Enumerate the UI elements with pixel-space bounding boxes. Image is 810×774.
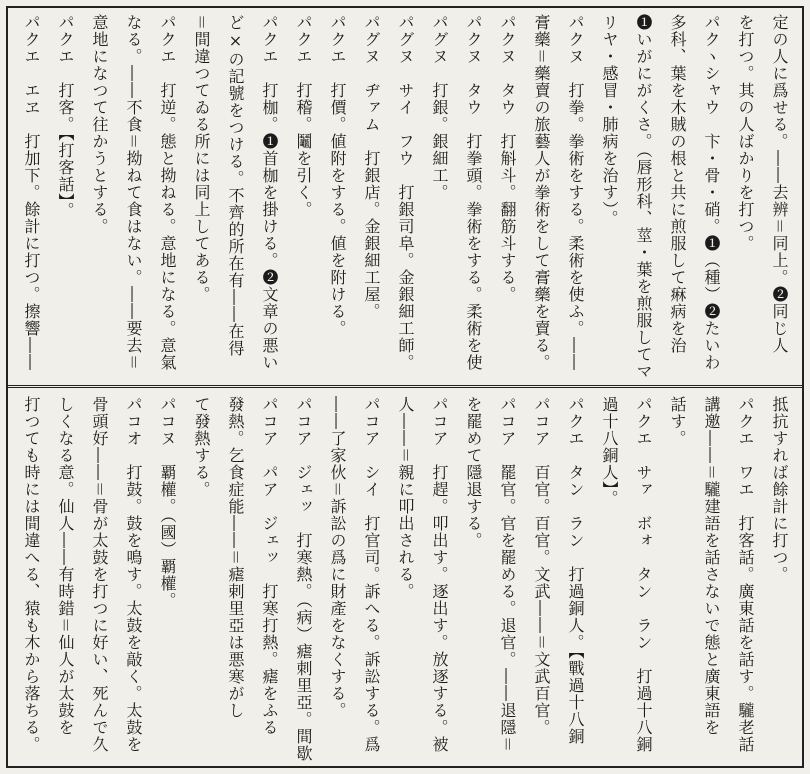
entry-column: パクエ 打逆。態と拗ねる。意地になる。意氣 [158,14,177,371]
top-section [8,8,802,384]
entry-column: を打つ。其の人ばかりを打つ。 [736,14,755,252]
entry-column: パグヌ ヂァム 打銀店。金銀細工屋。 [362,14,381,320]
entry-column: パコア パア ジェッ 打寒打熱。瘧をふる [260,396,279,736]
entry-column: 講邀――＝䮾建語を話さないで態と廣東語を [702,396,721,737]
entry-column: ――了家伙＝訴訟の爲に財產をなくする。 [328,396,347,720]
entry-column: パグヌ 打銀。銀細工。 [430,14,449,201]
entry-column: 發熱。乞食症能――＝瘧剌里亞は悪寒がし [226,396,245,720]
entry-column: パクエ サァ ボォ タン ラン 打過十八銅 [634,396,653,753]
entry-column: 打つても時には間違へる、猿も木から落ちる。 [22,396,41,753]
entry-column: しくなる意。仙人――有時錯＝仙人が太鼓を [56,396,75,737]
entry-column: パクエ 打價。値附をする。値を附ける。 [328,14,347,337]
entry-column: 骨頭好――＝骨が太鼓を打つに好い、死んで久 [90,396,109,754]
entry-column: を罷めて隱退する。 [464,396,483,549]
bottom-columns [14,396,796,762]
entry-column: パコア シイ 打官司。訴へる。訴訟する。爲 [362,396,381,753]
entry-column: 定の人に爲せる。――去辨＝同上。❷同じ人 [770,14,789,355]
entry-column: ＝間違つてゐる所には同上してある。 [192,14,211,304]
bottom-section [8,390,802,766]
entry-column: パコア 罷官。官を罷める。退官。――退隱＝ [498,396,517,754]
entry-column: パクヌ 打拳。拳術をする。柔術を使ふ。―― [566,14,585,371]
top-columns [14,14,796,380]
entry-column: パクエ エヱ 打加下。餘計に打つ。擦響―― [22,14,41,371]
entry-column: パコオ 打鼓。鼓を鳴す。太鼓を敲く。太鼓を [124,396,143,753]
entry-column: リヤ・感冒・肺病を治す）。 [600,14,619,227]
dictionary-page [6,6,804,768]
entry-column: 抵抗すれば餘計に打つ。 [770,396,789,583]
entry-column: 膏藥＝藥賣の旅藝人が拳術をして膏藥を賣る。 [532,14,551,372]
entry-column: て發熱する。 [192,396,211,498]
entry-column: パコヌ 覇權。（國）覇權。 [158,396,177,609]
entry-column: 人――＝親に叩出される。 [396,396,415,601]
entry-column: パクエ 打枷。❶首枷を掛ける。❷文章の悪い [260,14,279,371]
entry-column: パコア 百官。百官。文武――＝文武百官。 [532,396,551,737]
entry-column: 話す。 [668,396,687,447]
entry-column: ❶いがにがくさ。（唇形科、莖・葉を煎服してマ [634,14,653,380]
entry-column: パクヽシャウ 卞・骨・硝。❶（種）❷たいわ [702,14,721,371]
entry-column: なる。――不食＝拗ねて食はない。――要去＝ [124,14,143,372]
entry-column: パグヌ サイ フウ 打銀司阜。金銀細工師。 [396,14,415,371]
entry-column: パクエ ワエ 打客話。廣東話を話す。䮾老話 [736,396,755,753]
entry-column: パクエ 打稽。鬮を引く。 [294,14,313,218]
entry-column: パクエ 打客。【打客話】。 [56,14,75,219]
entry-column: パコア 打趕。叩出す。逐出す。放逐する。被 [430,396,449,753]
entry-column: パクエ タン ラン 打過銅人。【戰過十八銅 [566,396,585,745]
entry-column: パコア ジェッ 打寒熱。（病）瘧刺里亞。間歇 [294,396,313,762]
entry-column: ど×の記號をつける。不齊的所在有――在得 [226,14,245,357]
entry-column: パクヌ タウ 打拳頭。拳術をする。柔術を使 [464,14,483,371]
entry-column: 過十八銅人】。 [600,396,619,507]
section-divider [8,385,802,388]
entry-column: 多科、葉を木賊の根と共に煎服して痳病を治 [668,14,687,354]
entry-column: 意地になつて往かうとする。 [90,14,109,235]
entry-column: パクヌ タウ 打斛斗。翻筋斗する。 [498,14,517,303]
